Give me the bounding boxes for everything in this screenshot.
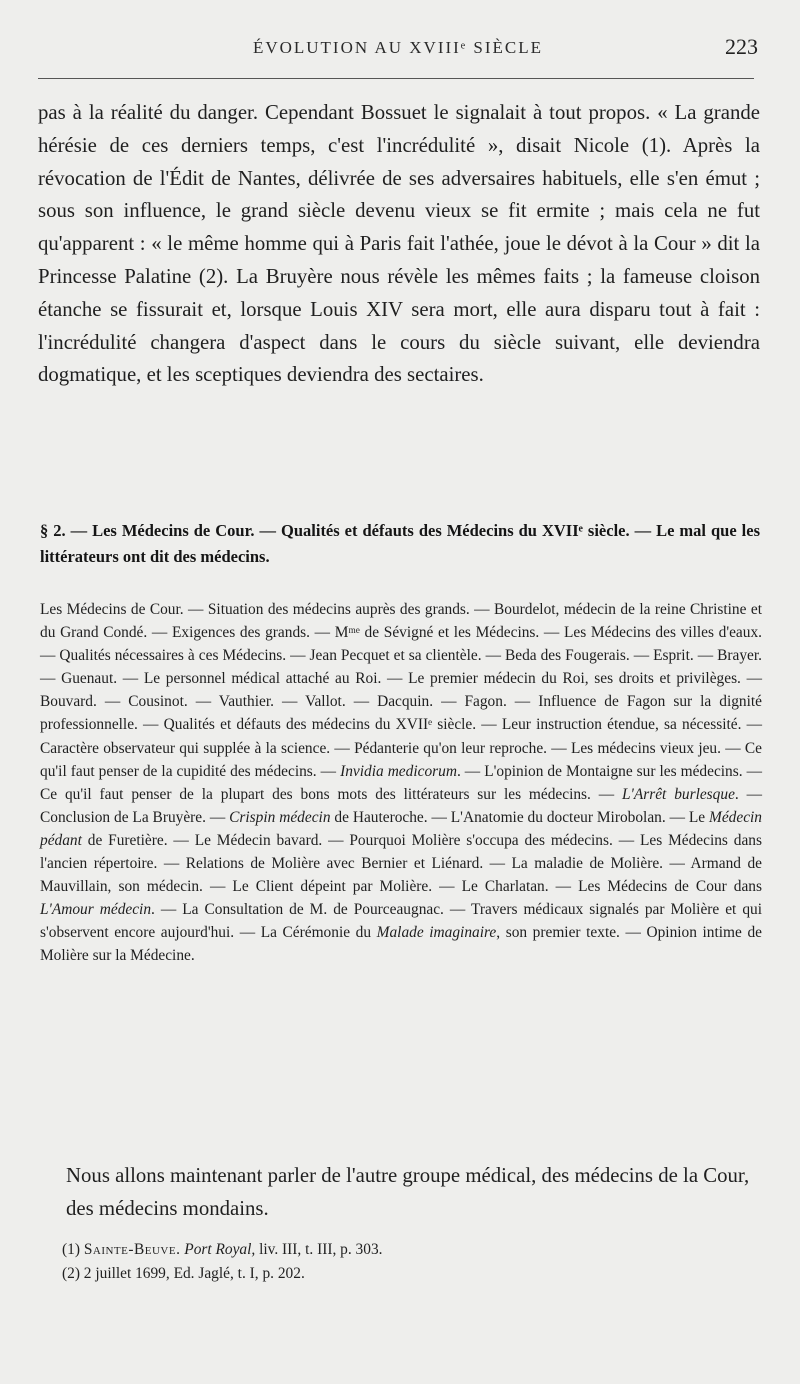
summary-italic: Crispin médecin <box>229 808 331 826</box>
summary-paragraph <box>40 598 762 968</box>
body-text <box>38 97 760 392</box>
summary-text: de Furetière. — Le Médecin bavard. — Pourquoi Molière s'occupa des médecins. — Les Médecins dans l'ancien répertoire. — Relations de Molière avec Bernier et Liénard. — La maladie de Molière. — Armand de Mauvillain, son médecin. — Le Client dépeint par Molière. — Le Charlatan. — Les Médecins de Cour dans <box>40 831 762 896</box>
summary-text: , son premier texte. — Opinion intime de Molière sur la Médecine. <box>40 924 762 965</box>
footnote-reference: liv. III, t. III, p. 303. <box>255 1241 383 1258</box>
summary-italic: Invidia medicorum <box>340 762 457 780</box>
summary-italic: Médecin pédant <box>40 808 762 849</box>
footnote-reference: 2 juillet 1699, Ed. Jaglé, t. I, p. 202. <box>79 1265 305 1282</box>
page-number: 223 <box>725 34 758 59</box>
running-title: ÉVOLUTION AU XVIIIᵉ SIÈCLE <box>252 38 544 57</box>
summary-text: . — Conclusion de La Bruyère. — <box>40 785 763 826</box>
summary-italic: L'Arrêt burlesque <box>622 785 735 803</box>
footnote-number: (2) <box>62 1265 80 1282</box>
body-paragraph: pas à la réalité du danger. Cependant Bossuet le signalait à tout propos. « La grande hérésie de ces derniers temps, c'est l'incrédulité », disait Nicole (1). Après la révocation de l'Édit de Nantes, délivrée de ses adversaires habituels, elle s'en émut ; sous son influence, le grand siècle devenu vieux se fit ermite ; mais cela ne fut qu'apparent : « le même homme qui à Paris fait l'athée, joue le dévot à la Cour » dit la Princesse Palatine (2). La Bruyère nous révèle les mêmes faits ; la fameuse cloison étanche se fissurait et, lorsque Louis XIV sera mort, elle aura disparu tout à fait : l'incrédulité changera d'aspect dans le cours du siècle suivant, elle deviendra dogmatique, et les sceptiques deviendra des sectaires. <box>38 101 760 387</box>
closing-paragraph: Nous allons maintenant parler de l'autre groupe médical, des médecins de la Cour, des médecins mondains. <box>66 1164 750 1220</box>
closing-text <box>66 1160 762 1225</box>
section-heading: § 2. — Les Médecins de Cour. — Qualités et défauts des Médecins du XVIIᵉ siècle. — Le mal que les littérateurs ont dit des médecins. <box>40 521 760 566</box>
footnote-title: Port Royal, <box>184 1241 256 1258</box>
footnote-1 <box>62 1238 762 1262</box>
summary-text: . — L'opinion de Montaigne sur les médecins. — Ce qu'il faut penser de la plupart des bons mots des littérateurs sur les médecins. — <box>40 762 763 803</box>
header-rule <box>38 78 754 79</box>
footnote-2 <box>62 1262 762 1286</box>
footnote-author: Sainte-Beuve. <box>83 1241 181 1258</box>
summary-text: . — La Consultation de M. de Pourceaugnac. — Travers médicaux signalés par Molière et qui s'observent encore aujourd'hui. — La Cérémonie du <box>40 901 762 942</box>
footnote-number: (1) <box>62 1241 80 1258</box>
running-head <box>38 34 758 64</box>
summary-italic: L'Amour médecin <box>40 901 152 919</box>
summary-italic: Malade imaginaire <box>376 924 497 942</box>
footnotes <box>62 1238 762 1286</box>
summary-text: de Hauteroche. — L'Anatomie du docteur Mirobolan. — Le <box>330 808 710 826</box>
summary-text: Les Médecins de Cour. — Situation des médecins auprès des grands. — Bourdelot, médecin de la reine Christine et du Grand Condé. — Exigences des grands. — Mᵐᵉ de Sévigné et les Médecins. — Les Médecins des villes d'eaux. — Qualités nécessaires à ces Médecins. — Jean Pecquet et sa clientèle. — Beda des Fougerais. — Esprit. — Brayer. — Guenaut. — Le personnel médical attaché au Roi. — Le premier médecin du Roi, ses droits et privilèges. — Bouvard. — Cousinot. — Vauthier. — Vallot. — Dacquin. — Fagon. — Influence de Fagon sur la dignité professionnelle. — Qualités et défauts des médecins du XVIIᵉ siècle. — Leur instruction étendue, sa nécessité. — Caractère observateur qui supplée à la science. — Pédanterie qu'on leur reproche. — Les médecins vieux jeu. — Ce qu'il faut penser de la cupidité des médecins. — <box>40 601 762 780</box>
section-summary <box>40 598 762 968</box>
